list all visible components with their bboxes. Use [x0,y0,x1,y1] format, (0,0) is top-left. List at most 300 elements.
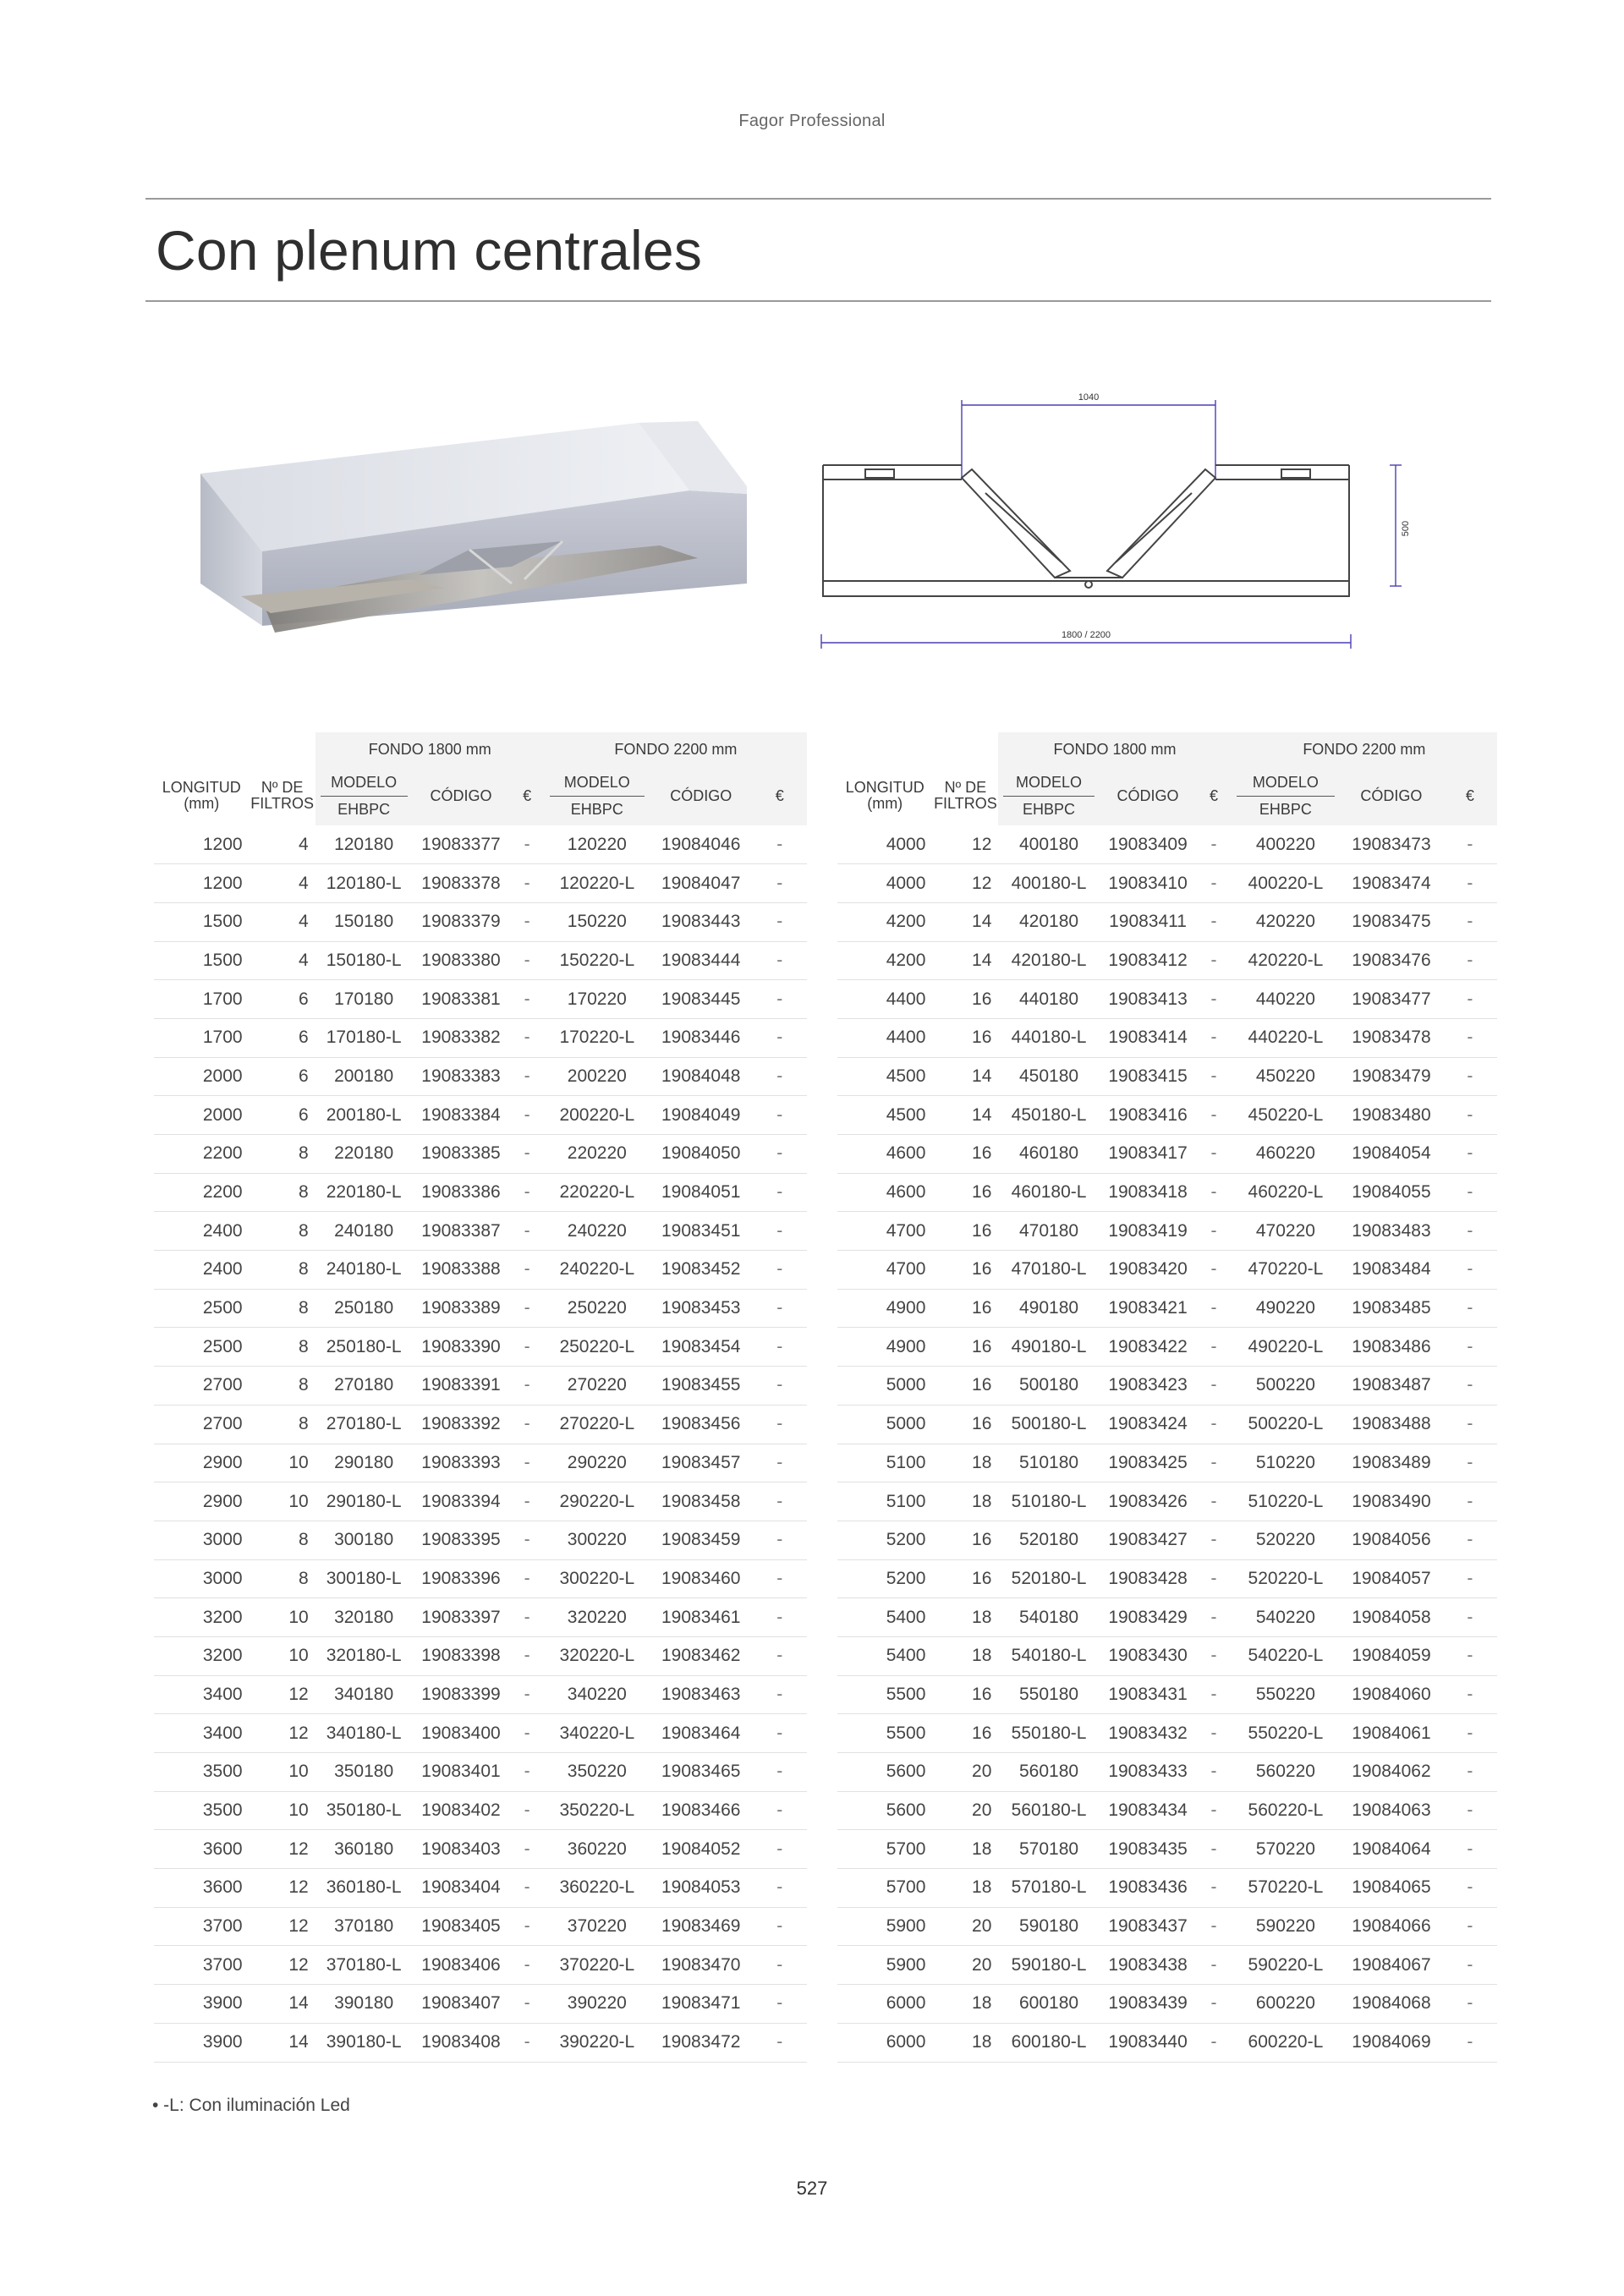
filtros-cell: 8 [250,1289,315,1328]
modelo-2200-cell: 340220 [545,1675,650,1714]
euro-2200-cell: - [753,1907,807,1946]
codigo-1800-cell: 19083428 [1100,1559,1197,1598]
modelo-2200-cell: 590220 [1232,1907,1340,1946]
euro-1800-cell: - [509,1173,544,1212]
modelo-2200-cell: 500220 [1232,1367,1340,1406]
table-row [837,1559,1497,1598]
table-row [837,1057,1497,1096]
euro-1800-cell: - [509,1057,544,1096]
longitud-cell: 2700 [154,1405,250,1444]
euro-2200-cell: - [1443,902,1497,941]
drawing-width-label: 1040 [1078,392,1100,403]
euro-1800-cell: - [1196,941,1231,980]
codigo-1800-cell: 19083397 [413,1598,510,1637]
table-row [837,864,1497,903]
table-row [154,1482,807,1521]
table-row [837,1173,1497,1212]
euro-1800-cell: - [509,1444,544,1482]
filtros-cell: 14 [932,902,998,941]
modelo-1800-cell: 570180-L [998,1869,1099,1908]
modelo-2200-cell: 120220 [545,825,650,864]
codigo-1800-cell: 19083390 [413,1328,510,1367]
euro-1800-cell: - [509,864,544,903]
modelo-1800-cell: 460180-L [998,1173,1099,1212]
modelo-1800-cell: 540180 [998,1598,1099,1637]
longitud-cell: 5100 [837,1444,932,1482]
euro-2200-cell: - [753,1173,807,1212]
modelo-1800-cell: 540180-L [998,1636,1099,1675]
modelo-1800-cell: 370180 [315,1907,413,1946]
euro-2200-cell: - [1443,864,1497,903]
euro-1800-cell: - [1196,1482,1231,1521]
longitud-cell: 2400 [154,1251,250,1290]
group-header-1800-right: FONDO 1800 mm [998,732,1231,766]
brand-header: Fagor Professional [738,112,886,130]
longitud-cell: 3900 [154,2023,250,2062]
table-row [837,1212,1497,1251]
euro-2200-cell: - [753,902,807,941]
codigo-2200-cell: 19083490 [1340,1482,1443,1521]
col-modelo-1800: MODELO EHBPC [315,766,413,825]
codigo-1800-cell: 19083414 [1100,1018,1197,1057]
codigo-2200-cell: 19083488 [1340,1405,1443,1444]
euro-1800-cell: - [509,980,544,1019]
table-row [154,1444,807,1482]
col-codigo-1800: CÓDIGO [413,766,510,825]
euro-2200-cell: - [1443,1328,1497,1367]
longitud-cell: 2500 [154,1289,250,1328]
table-row [837,825,1497,864]
longitud-cell: 1500 [154,941,250,980]
codigo-1800-cell: 19083421 [1100,1289,1197,1328]
modelo-2200-cell: 240220 [545,1212,650,1251]
filtros-cell: 16 [932,1714,998,1753]
longitud-cell: 5000 [837,1405,932,1444]
table-row [154,1985,807,2024]
modelo-1800-cell: 200180 [315,1057,413,1096]
filtros-cell: 4 [250,941,315,980]
filtros-cell: 16 [932,1018,998,1057]
modelo-2200-cell: 550220-L [1232,1714,1340,1753]
euro-1800-cell: - [509,1251,544,1290]
codigo-2200-cell: 19083464 [650,1714,753,1753]
longitud-cell: 2000 [154,1057,250,1096]
euro-1800-cell: - [509,1521,544,1559]
euro-1800-cell: - [1196,1714,1231,1753]
euro-2200-cell: - [753,1869,807,1908]
longitud-cell: 5200 [837,1521,932,1559]
filtros-cell: 8 [250,1212,315,1251]
filtros-cell: 20 [932,1907,998,1946]
codigo-2200-cell: 19084050 [650,1135,753,1174]
codigo-1800-cell: 19083381 [413,980,510,1019]
euro-2200-cell: - [753,1251,807,1290]
filtros-cell: 18 [932,1482,998,1521]
modelo-2200-cell: 340220-L [545,1714,650,1753]
longitud-cell: 4600 [837,1173,932,1212]
modelo-1800-cell: 470180-L [998,1251,1099,1290]
codigo-2200-cell: 19083485 [1340,1289,1443,1328]
codigo-1800-cell: 19083402 [413,1791,510,1830]
table-row [837,1444,1497,1482]
codigo-2200-cell: 19084060 [1340,1675,1443,1714]
codigo-1800-cell: 19083399 [413,1675,510,1714]
longitud-cell: 4200 [837,941,932,980]
codigo-1800-cell: 19083382 [413,1018,510,1057]
codigo-1800-cell: 19083435 [1100,1830,1197,1869]
table-row [837,1598,1497,1637]
filtros-cell: 14 [932,1057,998,1096]
group-header-2200-right: FONDO 2200 mm [1232,732,1497,766]
title-rule-bottom [145,300,1491,302]
hood-product-image [190,406,757,643]
modelo-1800-cell: 120180 [315,825,413,864]
longitud-cell: 5600 [837,1791,932,1830]
codigo-2200-cell: 19084054 [1340,1135,1443,1174]
modelo-2200-cell: 440220 [1232,980,1340,1019]
euro-2200-cell: - [753,1791,807,1830]
euro-1800-cell: - [1196,1521,1231,1559]
euro-2200-cell: - [753,1675,807,1714]
longitud-cell: 5500 [837,1714,932,1753]
modelo-1800-cell: 150180-L [315,941,413,980]
codigo-1800-cell: 19083415 [1100,1057,1197,1096]
euro-1800-cell: - [509,1482,544,1521]
modelo-2200-cell: 270220 [545,1367,650,1406]
codigo-1800-cell: 19083405 [413,1907,510,1946]
euro-1800-cell: - [509,2023,544,2062]
table-row [837,1675,1497,1714]
codigo-2200-cell: 19083456 [650,1405,753,1444]
footnote-led: • -L: Con iluminación Led [152,2096,350,2115]
euro-2200-cell: - [1443,1598,1497,1637]
modelo-2200-cell: 350220 [545,1753,650,1792]
col-euro-1800-right: € [1196,766,1231,825]
modelo-1800-cell: 520180-L [998,1559,1099,1598]
modelo-2200-cell: 420220-L [1232,941,1340,980]
filtros-cell: 14 [250,1985,315,2024]
euro-1800-cell: - [509,1791,544,1830]
filtros-cell: 6 [250,1057,315,1096]
codigo-2200-cell: 19084053 [650,1869,753,1908]
euro-2200-cell: - [753,864,807,903]
col-filtros: Nº DE FILTROS [250,779,314,812]
codigo-1800-cell: 19083389 [413,1289,510,1328]
euro-1800-cell: - [509,1946,544,1985]
euro-1800-cell: - [1196,1018,1231,1057]
modelo-2200-cell: 370220-L [545,1946,650,1985]
codigo-2200-cell: 19083470 [650,1946,753,1985]
codigo-1800-cell: 19083413 [1100,980,1197,1019]
longitud-cell: 2900 [154,1482,250,1521]
modelo-1800-cell: 570180 [998,1830,1099,1869]
longitud-cell: 3500 [154,1791,250,1830]
filtros-cell: 20 [932,1946,998,1985]
codigo-2200-cell: 19083445 [650,980,753,1019]
modelo-2200-cell: 300220-L [545,1559,650,1598]
euro-2200-cell: - [753,1559,807,1598]
euro-2200-cell: - [1443,1714,1497,1753]
modelo-2200-cell: 510220-L [1232,1482,1340,1521]
codigo-2200-cell: 19083459 [650,1521,753,1559]
modelo-1800-cell: 600180-L [998,2023,1099,2062]
euro-1800-cell: - [1196,825,1231,864]
euro-2200-cell: - [1443,1212,1497,1251]
longitud-cell: 4600 [837,1135,932,1174]
euro-2200-cell: - [753,1985,807,2024]
modelo-2200-cell: 400220 [1232,825,1340,864]
modelo-2200-cell: 360220-L [545,1869,650,1908]
euro-2200-cell: - [753,1636,807,1675]
filtros-cell: 14 [932,941,998,980]
table-row [837,1869,1497,1908]
codigo-1800-cell: 19083436 [1100,1869,1197,1908]
euro-2200-cell: - [1443,1830,1497,1869]
codigo-2200-cell: 19083479 [1340,1057,1443,1096]
euro-2200-cell: - [1443,1405,1497,1444]
codigo-1800-cell: 19083398 [413,1636,510,1675]
table-row [837,1753,1497,1792]
euro-1800-cell: - [509,941,544,980]
codigo-2200-cell: 19083463 [650,1675,753,1714]
modelo-2200-cell: 200220 [545,1057,650,1096]
codigo-1800-cell: 19083418 [1100,1173,1197,1212]
codigo-1800-cell: 19083379 [413,902,510,941]
modelo-2200-cell: 220220-L [545,1173,650,1212]
codigo-2200-cell: 19083460 [650,1559,753,1598]
modelo-2200-cell: 540220 [1232,1598,1340,1637]
euro-1800-cell: - [1196,1251,1231,1290]
col-codigo-2200: CÓDIGO [650,766,753,825]
modelo-1800-cell: 590180-L [998,1946,1099,1985]
filtros-cell: 14 [250,2023,315,2062]
longitud-cell: 4500 [837,1096,932,1135]
filtros-cell: 18 [932,1869,998,1908]
filtros-cell: 6 [250,1096,315,1135]
euro-1800-cell: - [1196,1869,1231,1908]
codigo-1800-cell: 19083385 [413,1135,510,1174]
table-row [154,1057,807,1096]
longitud-cell: 1700 [154,980,250,1019]
table-row [837,980,1497,1019]
codigo-1800-cell: 19083401 [413,1753,510,1792]
euro-2200-cell: - [753,1328,807,1367]
longitud-cell: 3200 [154,1598,250,1637]
codigo-1800-cell: 19083439 [1100,1985,1197,2024]
filtros-cell: 16 [932,1251,998,1290]
table-row [837,1405,1497,1444]
modelo-1800-cell: 460180 [998,1135,1099,1174]
modelo-1800-cell: 320180-L [315,1636,413,1675]
codigo-1800-cell: 19083432 [1100,1714,1197,1753]
filtros-cell: 10 [250,1598,315,1637]
modelo-2200-cell: 560220-L [1232,1791,1340,1830]
table-row [837,1482,1497,1521]
page-title: Con plenum centrales [156,219,703,282]
modelo-2200-cell: 540220-L [1232,1636,1340,1675]
modelo-2200-cell: 470220-L [1232,1251,1340,1290]
filtros-cell: 18 [932,1830,998,1869]
table-row [837,1367,1497,1406]
euro-2200-cell: - [1443,1791,1497,1830]
modelo-1800-cell: 590180 [998,1907,1099,1946]
euro-2200-cell: - [753,1135,807,1174]
codigo-2200-cell: 19083455 [650,1367,753,1406]
euro-2200-cell: - [753,1057,807,1096]
filtros-cell: 10 [250,1444,315,1482]
modelo-2200-cell: 270220-L [545,1405,650,1444]
codigo-2200-cell: 19083458 [650,1482,753,1521]
codigo-2200-cell: 19084065 [1340,1869,1443,1908]
euro-2200-cell: - [753,1714,807,1753]
table-row [154,1135,807,1174]
codigo-2200-cell: 19084061 [1340,1714,1443,1753]
table-row [837,1636,1497,1675]
filtros-cell: 8 [250,1251,315,1290]
codigo-2200-cell: 19083483 [1340,1212,1443,1251]
filtros-cell: 8 [250,1328,315,1367]
longitud-cell: 5000 [837,1367,932,1406]
modelo-1800-cell: 400180-L [998,864,1099,903]
modelo-1800-cell: 440180 [998,980,1099,1019]
longitud-cell: 3500 [154,1753,250,1792]
filtros-cell: 10 [250,1636,315,1675]
euro-1800-cell: - [509,1714,544,1753]
table-row [154,1907,807,1946]
euro-2200-cell: - [753,1482,807,1521]
codigo-2200-cell: 19084069 [1340,2023,1443,2062]
modelo-1800-cell: 240180 [315,1212,413,1251]
table-row [837,2023,1497,2062]
col-modelo-1800-right: MODELO EHBPC [998,766,1099,825]
codigo-1800-cell: 19083377 [413,825,510,864]
table-row [154,1096,807,1135]
modelo-2200-cell: 570220 [1232,1830,1340,1869]
codigo-1800-cell: 19083391 [413,1367,510,1406]
longitud-cell: 4500 [837,1057,932,1096]
table-row [154,1212,807,1251]
codigo-1800-cell: 19083438 [1100,1946,1197,1985]
filtros-cell: 8 [250,1367,315,1406]
filtros-cell: 14 [932,1096,998,1135]
codigo-1800-cell: 19083434 [1100,1791,1197,1830]
euro-2200-cell: - [753,1521,807,1559]
euro-2200-cell: - [753,1096,807,1135]
modelo-1800-cell: 350180-L [315,1791,413,1830]
codigo-1800-cell: 19083410 [1100,864,1197,903]
euro-1800-cell: - [1196,902,1231,941]
euro-1800-cell: - [509,902,544,941]
modelo-1800-cell: 490180 [998,1289,1099,1328]
euro-2200-cell: - [753,1212,807,1251]
modelo-2200-cell: 420220 [1232,902,1340,941]
table-row [154,1675,807,1714]
codigo-1800-cell: 19083393 [413,1444,510,1482]
codigo-2200-cell: 19083478 [1340,1018,1443,1057]
modelo-2200-cell: 320220-L [545,1636,650,1675]
longitud-cell: 2200 [154,1173,250,1212]
filtros-cell: 8 [250,1559,315,1598]
modelo-2200-cell: 490220-L [1232,1328,1340,1367]
filtros-cell: 16 [932,1367,998,1406]
euro-2200-cell: - [1443,1521,1497,1559]
codigo-1800-cell: 19083431 [1100,1675,1197,1714]
modelo-2200-cell: 290220 [545,1444,650,1482]
modelo-1800-cell: 150180 [315,902,413,941]
euro-2200-cell: - [1443,1444,1497,1482]
table-row [837,1135,1497,1174]
table-row [154,1830,807,1869]
modelo-2200-cell: 200220-L [545,1096,650,1135]
modelo-1800-cell: 400180 [998,825,1099,864]
modelo-2200-cell: 220220 [545,1135,650,1174]
models-table-left [154,732,807,2063]
modelo-1800-cell: 510180-L [998,1482,1099,1521]
euro-1800-cell: - [1196,1173,1231,1212]
longitud-cell: 5600 [837,1753,932,1792]
modelo-1800-cell: 360180-L [315,1869,413,1908]
table-row [154,1018,807,1057]
filtros-cell: 12 [932,864,998,903]
modelo-1800-cell: 240180-L [315,1251,413,1290]
euro-1800-cell: - [1196,1985,1231,2024]
codigo-2200-cell: 19084047 [650,864,753,903]
euro-2200-cell: - [1443,1869,1497,1908]
table-row [154,1559,807,1598]
hood-technical-drawing [816,385,1425,655]
table-row [154,864,807,903]
modelo-1800-cell: 350180 [315,1753,413,1792]
modelo-2200-cell: 300220 [545,1521,650,1559]
euro-2200-cell: - [1443,1753,1497,1792]
codigo-2200-cell: 19083469 [650,1907,753,1946]
filtros-cell: 16 [932,1675,998,1714]
codigo-2200-cell: 19083471 [650,1985,753,2024]
codigo-2200-cell: 19083473 [1340,825,1443,864]
longitud-cell: 5100 [837,1482,932,1521]
euro-1800-cell: - [1196,1328,1231,1367]
longitud-cell: 6000 [837,2023,932,2062]
codigo-2200-cell: 19084046 [650,825,753,864]
modelo-2200-cell: 360220 [545,1830,650,1869]
filtros-cell: 4 [250,864,315,903]
euro-1800-cell: - [509,1559,544,1598]
codigo-2200-cell: 19084068 [1340,1985,1443,2024]
modelo-1800-cell: 340180 [315,1675,413,1714]
table-row [154,1328,807,1367]
codigo-1800-cell: 19083387 [413,1212,510,1251]
filtros-cell: 16 [932,1559,998,1598]
filtros-cell: 8 [250,1521,315,1559]
codigo-1800-cell: 19083416 [1100,1096,1197,1135]
longitud-cell: 5700 [837,1830,932,1869]
modelo-1800-cell: 520180 [998,1521,1099,1559]
codigo-2200-cell: 19083466 [650,1791,753,1830]
table-row [837,1521,1497,1559]
euro-2200-cell: - [753,1289,807,1328]
euro-1800-cell: - [509,1869,544,1908]
longitud-cell: 3600 [154,1869,250,1908]
filtros-cell: 12 [932,825,998,864]
longitud-cell: 5200 [837,1559,932,1598]
table-row [154,1598,807,1637]
modelo-2200-cell: 290220-L [545,1482,650,1521]
table-row [837,1830,1497,1869]
modelo-1800-cell: 270180 [315,1367,413,1406]
euro-2200-cell: - [1443,825,1497,864]
euro-2200-cell: - [753,2023,807,2062]
longitud-cell: 4700 [837,1251,932,1290]
